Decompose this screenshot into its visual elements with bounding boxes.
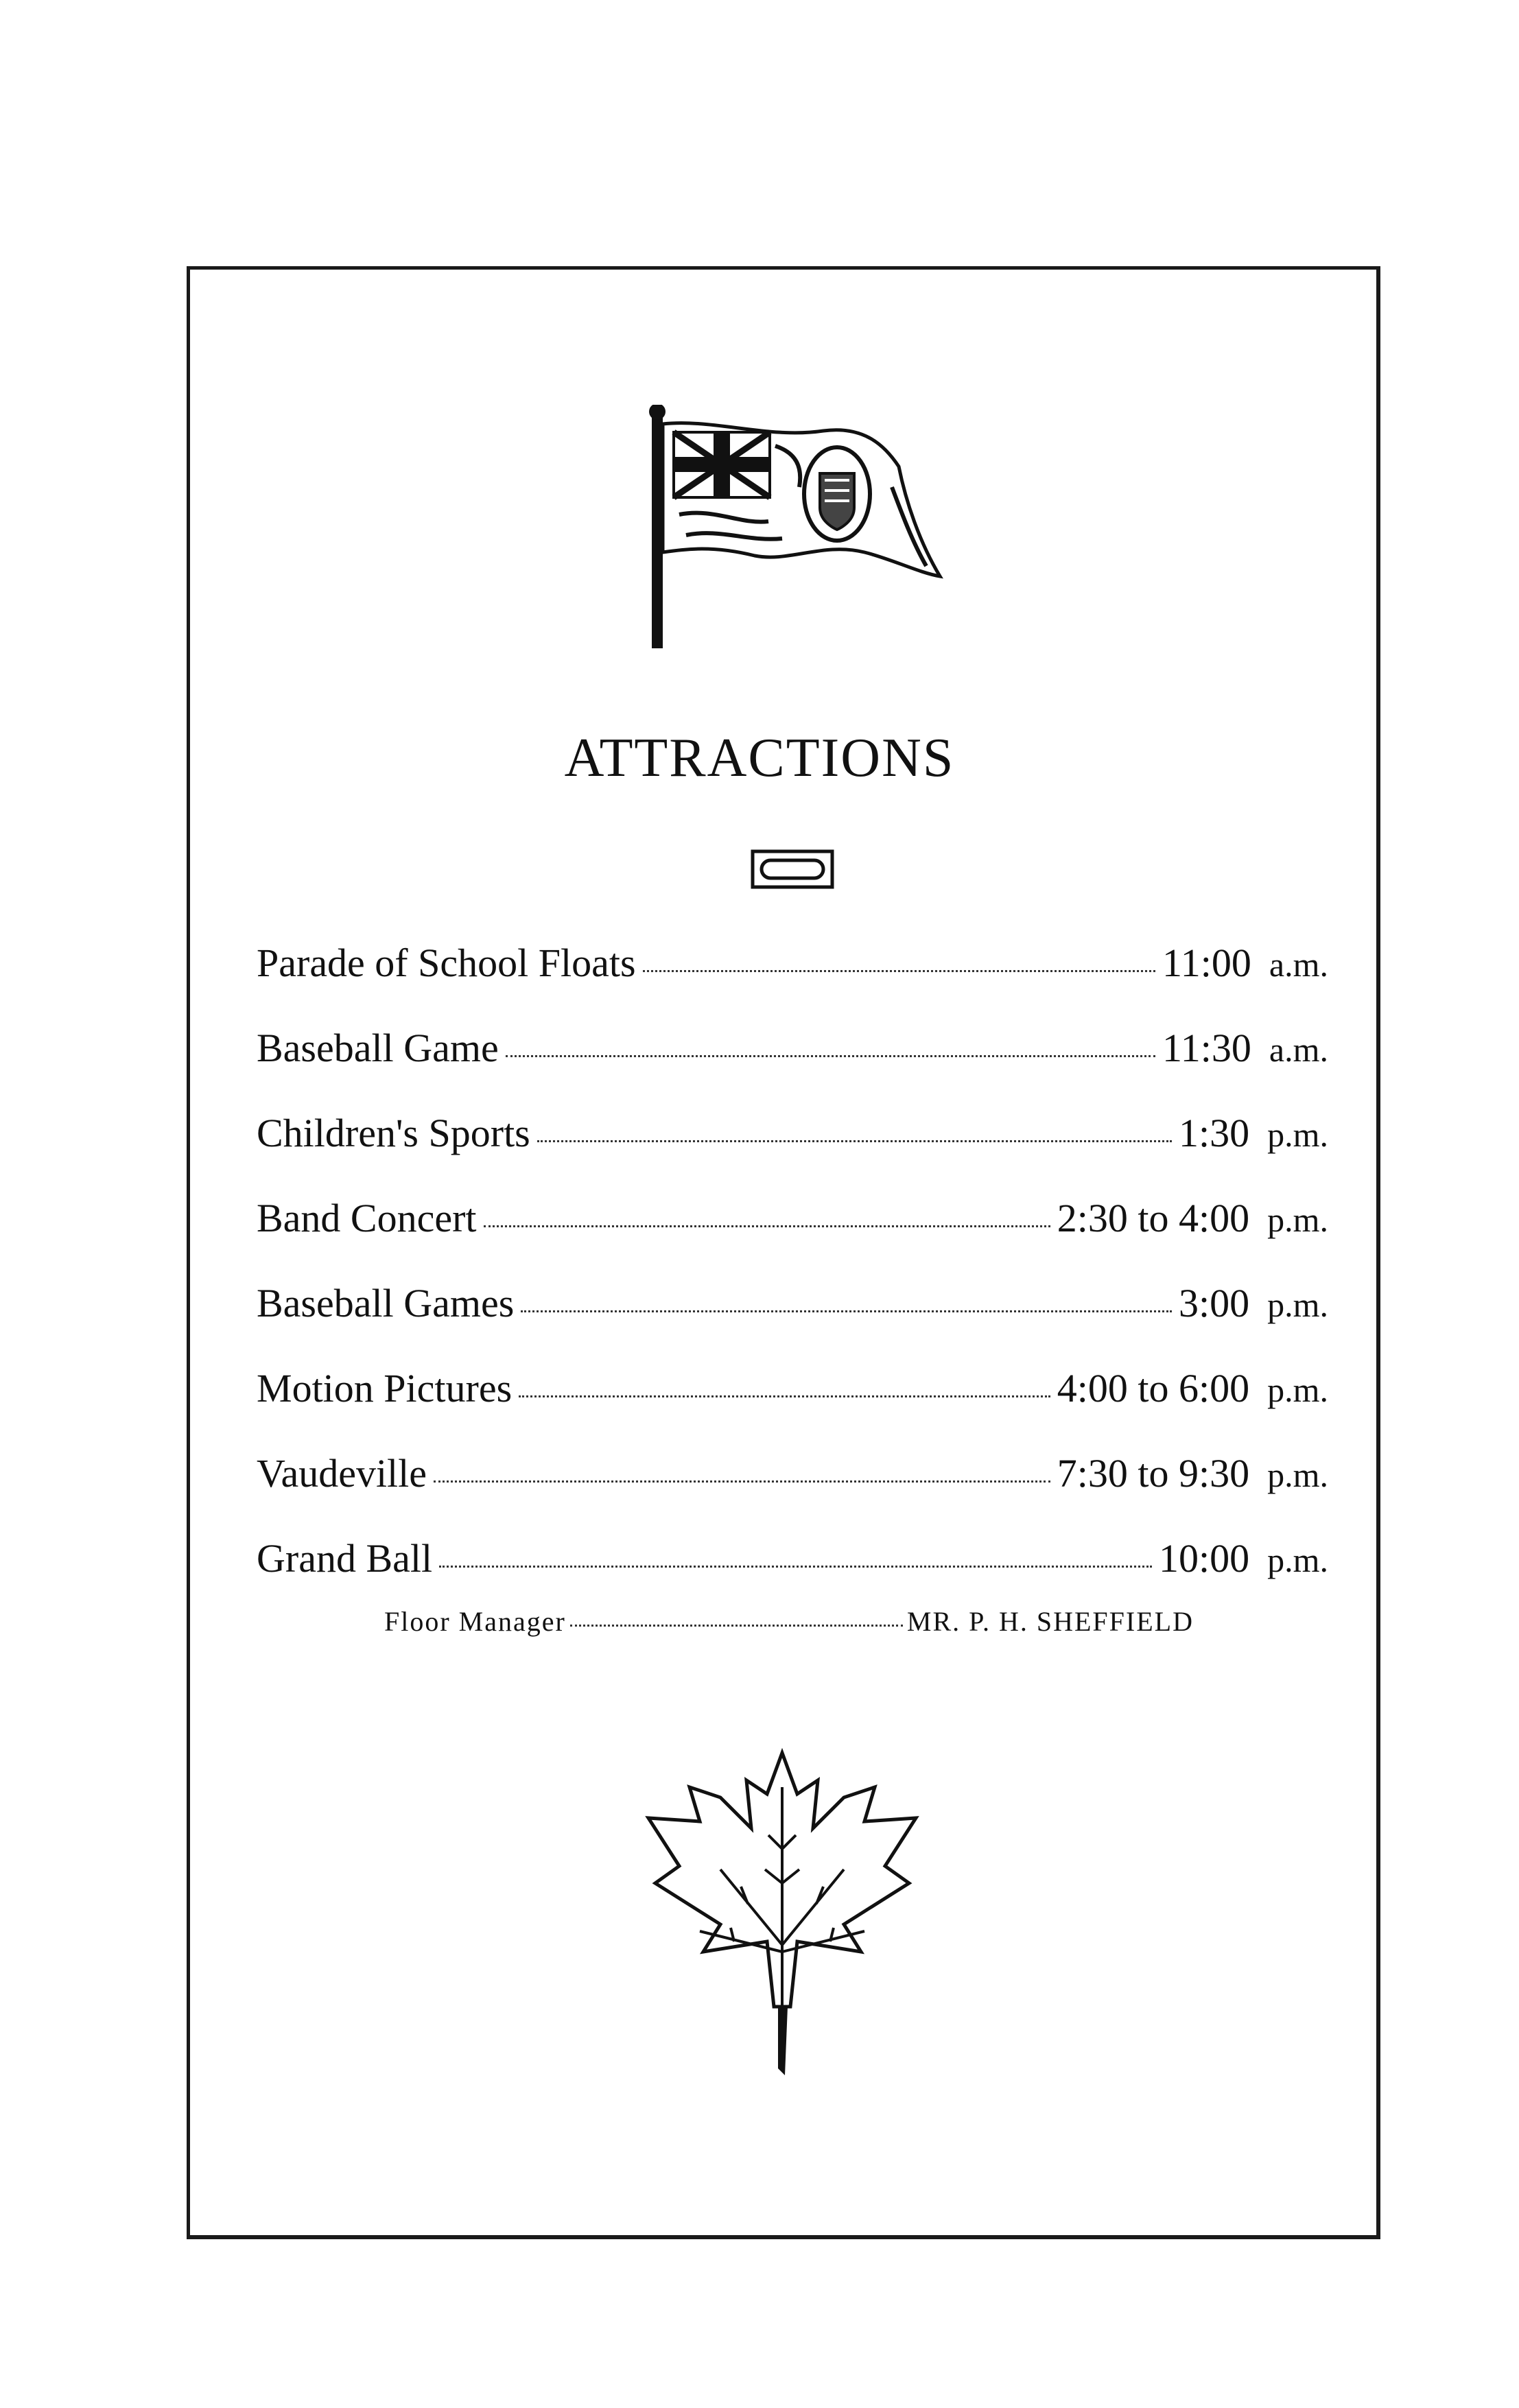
dot-leader bbox=[570, 1625, 903, 1627]
event-name: Motion Pictures bbox=[257, 1366, 513, 1410]
event-period: p.m. bbox=[1267, 1371, 1328, 1409]
event-period: p.m. bbox=[1267, 1116, 1328, 1154]
dot-leader bbox=[484, 1225, 1050, 1227]
event-period: p.m. bbox=[1267, 1286, 1328, 1324]
event-time: 3:00 bbox=[1178, 1281, 1250, 1325]
floor-manager-line bbox=[384, 1605, 1194, 1638]
event-time: 7:30 to 9:30 bbox=[1057, 1451, 1250, 1496]
event-period: p.m. bbox=[1267, 1456, 1328, 1494]
event-period: a.m. bbox=[1269, 945, 1328, 984]
event-name: Baseball Game bbox=[257, 1026, 499, 1070]
event-time: 4:00 to 6:00 bbox=[1057, 1366, 1250, 1410]
event-name: Parade of School Floats bbox=[257, 941, 636, 985]
attraction-row bbox=[257, 940, 1328, 1025]
attraction-row bbox=[257, 1025, 1328, 1110]
dot-leader bbox=[521, 1310, 1172, 1312]
dot-leader bbox=[434, 1480, 1050, 1483]
attraction-row bbox=[257, 1195, 1328, 1280]
attraction-row bbox=[257, 1450, 1328, 1535]
event-name: Band Concert bbox=[257, 1196, 477, 1240]
page-title: ATTRACTIONS bbox=[564, 728, 955, 788]
event-time: 11:30 bbox=[1162, 1026, 1251, 1070]
event-name: Grand Ball bbox=[257, 1536, 433, 1581]
event-time: 10:00 bbox=[1158, 1536, 1250, 1581]
event-name: Vaudeville bbox=[257, 1451, 427, 1496]
event-time: 2:30 to 4:00 bbox=[1057, 1196, 1250, 1240]
event-name: Children's Sports bbox=[257, 1111, 530, 1155]
floor-manager-name: MR. P. H. SHEFFIELD bbox=[906, 1606, 1194, 1637]
event-name: Baseball Games bbox=[257, 1281, 515, 1325]
dot-leader bbox=[439, 1566, 1152, 1568]
floor-manager-label: Floor Manager bbox=[384, 1606, 566, 1637]
event-period: p.m. bbox=[1267, 1201, 1328, 1239]
dot-leader bbox=[537, 1140, 1172, 1142]
dot-leader bbox=[519, 1395, 1050, 1397]
attraction-row bbox=[257, 1365, 1328, 1450]
event-period: p.m. bbox=[1267, 1541, 1328, 1579]
maple-leaf-icon bbox=[638, 1746, 926, 2089]
event-time: 11:00 bbox=[1162, 941, 1251, 985]
flag-icon bbox=[631, 405, 947, 652]
event-period: a.m. bbox=[1269, 1030, 1328, 1069]
attraction-row bbox=[257, 1280, 1328, 1365]
ornament-icon bbox=[751, 849, 834, 889]
attractions-list bbox=[257, 940, 1328, 1620]
event-time: 1:30 bbox=[1178, 1111, 1250, 1155]
dot-leader bbox=[643, 970, 1155, 972]
attraction-row bbox=[257, 1110, 1328, 1195]
dot-leader bbox=[506, 1055, 1155, 1057]
